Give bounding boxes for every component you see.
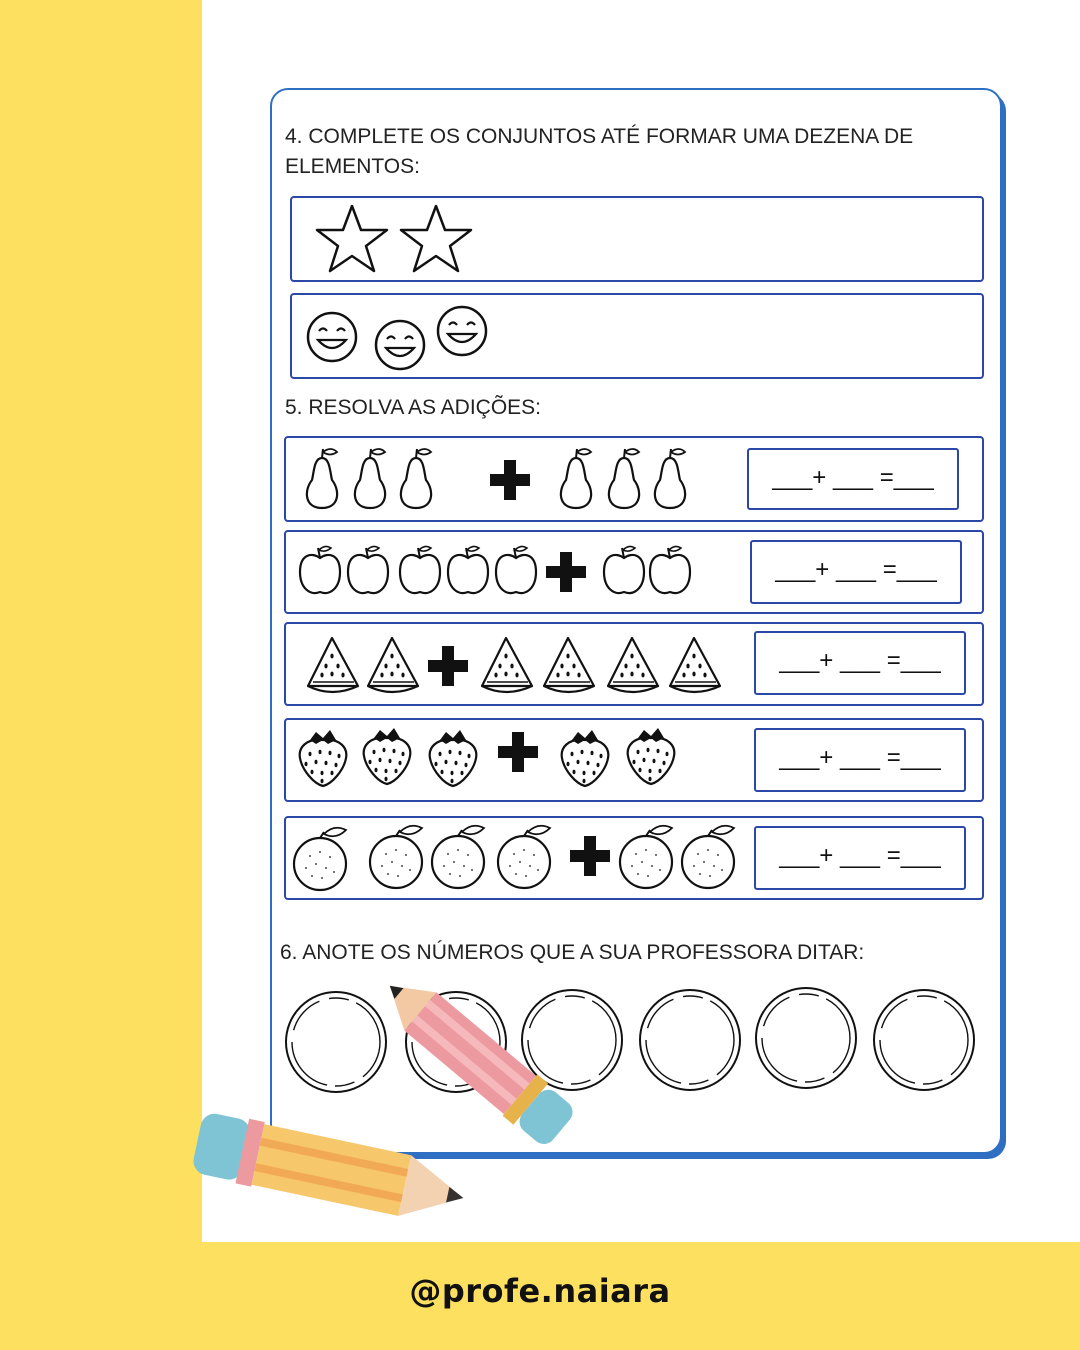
plus-icon [568, 834, 612, 878]
yellow-pencil-icon [186, 1102, 486, 1242]
pear-icon [554, 446, 598, 512]
orange-icon [494, 822, 560, 890]
pear-icon [300, 446, 344, 512]
apple-icon [344, 544, 392, 598]
orange-icon [290, 824, 356, 892]
answer-box[interactable]: ___+ ___ =___ [750, 540, 962, 604]
q4-star-set [290, 196, 984, 282]
q4-title: 4. COMPLETE OS CONJUNTOS ATÉ FORMAR UMA DEZENA DE ELEMENTOS: [285, 125, 914, 178]
plus-icon [426, 644, 470, 688]
number-circle[interactable] [638, 988, 742, 1092]
plus-icon [496, 730, 540, 774]
apple-icon [444, 544, 492, 598]
plus-icon [544, 550, 588, 594]
pear-icon [602, 446, 646, 512]
pear-icon [648, 446, 692, 512]
watermelon-icon [604, 634, 662, 696]
strawberry-icon [424, 726, 482, 790]
number-circle[interactable] [872, 988, 976, 1092]
answer-box[interactable]: ___+ ___ =___ [747, 448, 959, 510]
strawberry-icon [556, 726, 614, 790]
answer-box[interactable]: ___+ ___ =___ [754, 826, 966, 890]
plus-icon [488, 458, 532, 502]
orange-icon [678, 822, 744, 890]
smiley-icon [372, 317, 428, 373]
star-icon [398, 202, 474, 274]
strawberry-icon [358, 724, 416, 788]
orange-icon [366, 822, 432, 890]
strawberry-icon [622, 724, 680, 788]
watermelon-icon [364, 634, 422, 696]
watermelon-icon [540, 634, 598, 696]
number-circle[interactable] [754, 986, 858, 1090]
q6-title: 6. ANOTE OS NÚMEROS QUE A SUA PROFESSORA DITAR: [280, 941, 865, 964]
q5-title: 5. RESOLVA AS ADIÇÕES: [285, 396, 541, 419]
answer-box[interactable]: ___+ ___ =___ [754, 728, 966, 792]
pear-icon [394, 446, 438, 512]
apple-icon [396, 544, 444, 598]
orange-icon [616, 822, 682, 890]
star-icon [314, 202, 390, 274]
apple-icon [600, 544, 648, 598]
watermelon-icon [666, 634, 724, 696]
apple-icon [296, 544, 344, 598]
yellow-side-panel [0, 0, 202, 1242]
watermelon-icon [304, 634, 362, 696]
pear-icon [348, 446, 392, 512]
orange-icon [428, 822, 494, 890]
answer-box[interactable]: ___+ ___ =___ [754, 631, 966, 695]
apple-icon [646, 544, 694, 598]
q4-smiley-set [290, 293, 984, 379]
strawberry-icon [294, 726, 352, 790]
smiley-icon [434, 303, 490, 359]
author-handle: @profe.naiara [409, 1272, 671, 1310]
smiley-icon [304, 309, 360, 365]
apple-icon [492, 544, 540, 598]
watermelon-icon [478, 634, 536, 696]
